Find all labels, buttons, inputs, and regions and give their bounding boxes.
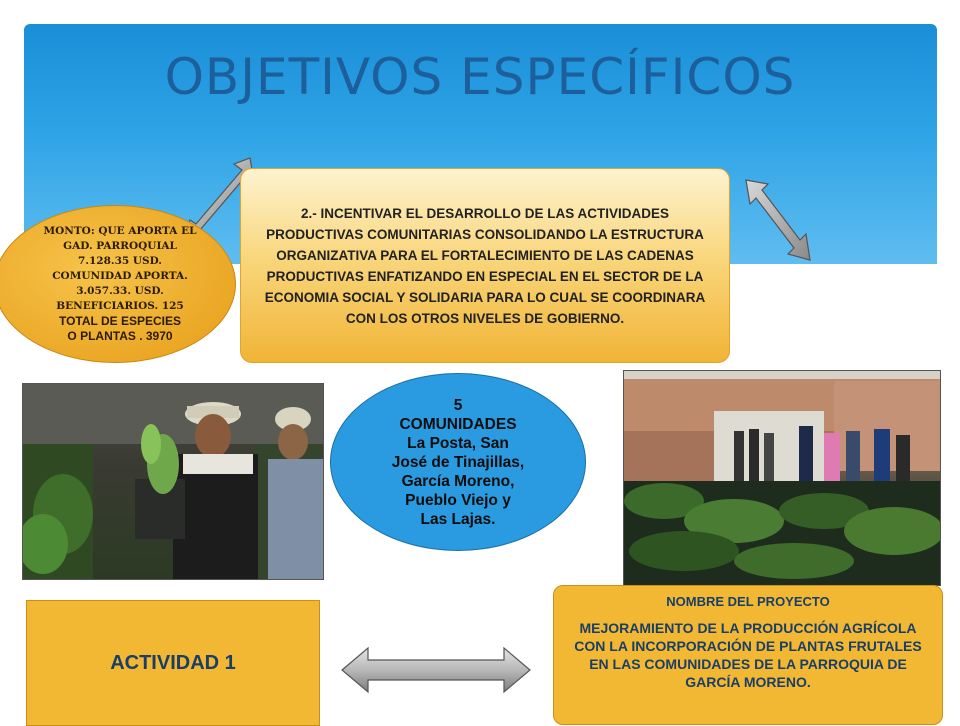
communities-line: Pueblo Viejo y — [405, 491, 511, 509]
communities-line: COMUNIDADES — [399, 415, 517, 433]
budget-summary-oval — [0, 205, 236, 363]
project-heading: NOMBRE DEL PROYECTO — [666, 594, 830, 609]
budget-line: 7.128.35 USD. — [78, 255, 162, 267]
communities-line: 5 — [453, 396, 463, 414]
budget-line: 3.057.33. USD. — [76, 285, 164, 297]
project-name: MEJORAMIENTO DE LA PRODUCCIÓN AGRÍCOLA CON LA INCORPORACIÓN DE PLANTAS FRUTALES EN LAS COMUNIDADES DE LA PARROQUIA DE GARCÍA MORENO. — [574, 620, 922, 690]
double-arrow-horizontal — [338, 644, 534, 696]
activity-box — [26, 600, 320, 726]
activity-label: ACTIVIDAD 1 — [110, 651, 236, 674]
photo-plant-nursery — [623, 370, 941, 586]
communities-oval — [330, 373, 586, 551]
budget-line: O PLANTAS . 3970 — [67, 329, 173, 343]
photo-farmers-with-plants — [22, 383, 324, 580]
communities-line: Las Lajas. — [420, 510, 496, 528]
budget-line: MONTO: QUE APORTA EL — [43, 225, 197, 237]
project-name-box — [553, 585, 943, 725]
double-arrow-right-diagonal — [740, 176, 816, 266]
budget-line: BENEFICIARIOS. 125 — [56, 300, 184, 312]
budget-line: COMUNIDAD APORTA. — [52, 270, 188, 282]
budget-line: TOTAL DE ESPECIES — [58, 314, 182, 328]
slide-title: OBJETIVOS ESPECÍFICOS — [164, 48, 796, 106]
budget-line: GAD. PARROQUIAL — [63, 240, 177, 252]
objective-text: 2.- INCENTIVAR EL DESARROLLO DE LAS ACTIVIDADES PRODUCTIVAS COMUNITARIAS CONSOLIDANDO LA ESTRUCTURA ORGANIZATIVA PARA EL FORTALECIMIENTO DE LAS CADENAS PRODUCTIVAS ENFATIZANDO EN ESPECIAL EN EL SECTOR DE LA ECONOMIA SOCIAL Y SOLIDARIA PARA LO CUAL SE COORDINARA CON LOS OTROS NIVELES DE GOBIERNO. — [264, 205, 706, 326]
objective-box — [240, 168, 730, 363]
photo-nursery-illustration — [624, 371, 940, 585]
communities-line: García Moreno, — [401, 472, 515, 490]
photo-farmers-illustration — [23, 384, 323, 579]
communities-line: La Posta, San — [407, 434, 509, 452]
communities-line: José de Tinajillas, — [391, 453, 525, 471]
